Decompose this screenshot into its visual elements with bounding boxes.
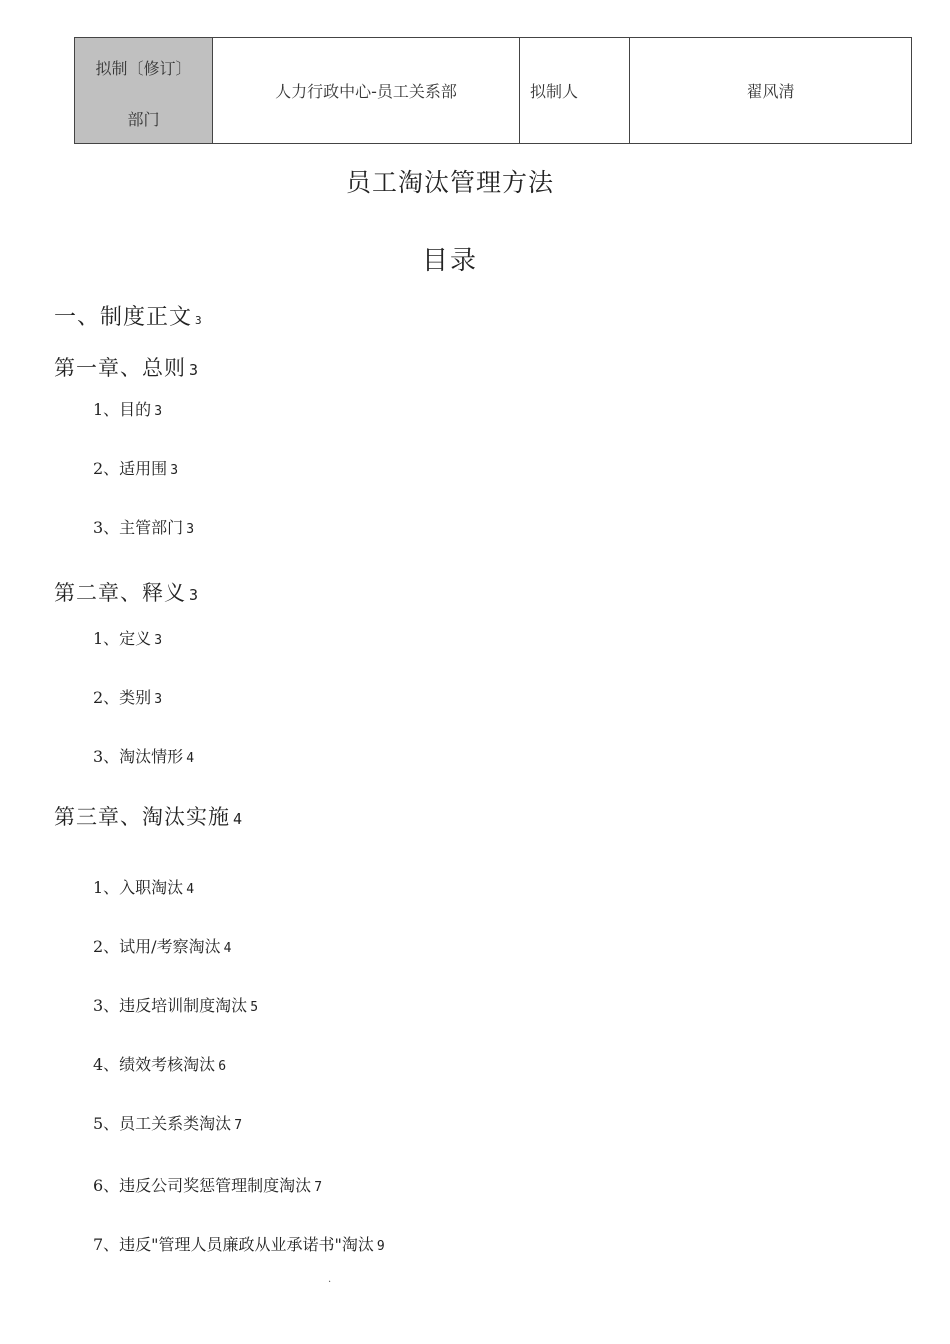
document-header-table [74, 37, 912, 144]
toc-entry-label: 3、违反培训制度淘汰 [93, 996, 248, 1015]
toc-entry-ch1-item1[interactable] [93, 397, 162, 420]
toc-entry-ch3-item5[interactable] [93, 1111, 242, 1134]
toc-entry-ch2-item1[interactable] [93, 626, 162, 649]
toc-entry-ch2-item3[interactable] [93, 744, 194, 767]
toc-entry-page: 4 [233, 810, 244, 828]
toc-entry-ch1-item2[interactable] [93, 456, 178, 479]
toc-entry-label: 1、定义 [93, 629, 152, 648]
toc-entry-ch1-item3[interactable] [93, 515, 194, 538]
toc-entry-page: 3 [154, 633, 163, 648]
toc-entry-chapter1[interactable] [54, 352, 199, 382]
toc-entry-label: 6、违反公司奖惩管理制度淘汰 [93, 1176, 312, 1195]
toc-entry-ch3-item3[interactable] [93, 993, 258, 1016]
toc-entry-section1[interactable] [54, 300, 203, 331]
document-title: 员工淘汰管理方法 [345, 168, 554, 197]
toc-entry-ch3-item1[interactable] [93, 875, 194, 898]
toc-entry-page: 9 [376, 1239, 385, 1254]
toc-entry-page: 3 [154, 692, 163, 707]
toc-entry-page: 3 [189, 586, 200, 604]
toc-entry-page: 6 [218, 1059, 227, 1074]
dept-label-line1: 拟制〔修订〕 [95, 59, 192, 78]
toc-entry-page: 4 [186, 751, 195, 766]
toc-entry-label: 5、员工关系类淘汰 [93, 1114, 232, 1133]
dept-label-cell [75, 38, 213, 144]
toc-entry-label: 2、适用围 [93, 459, 168, 478]
toc-entry-label: 第三章、淘汰实施 [54, 805, 230, 829]
toc-entry-chapter3[interactable] [54, 801, 243, 831]
toc-entry-ch3-item6[interactable] [93, 1173, 322, 1196]
toc-entry-page: 3 [154, 404, 163, 419]
toc-entry-chapter2[interactable] [54, 577, 199, 607]
toc-entry-label: 7、违反"管理人员廉政从业承诺书"淘汰 [93, 1235, 374, 1254]
toc-entry-page: 4 [186, 882, 195, 897]
toc-entry-label: 3、主管部门 [93, 518, 184, 537]
author-value-cell: 翟风清 [630, 38, 912, 144]
toc-entry-page: 5 [250, 1000, 259, 1015]
toc-entry-page: 3 [170, 463, 179, 478]
toc-entry-label: 4、绩效考核淘汰 [93, 1055, 216, 1074]
dept-label-line2: 部门 [127, 110, 160, 129]
toc-entry-page: 3 [195, 314, 203, 327]
toc-title: 目录 [421, 246, 478, 276]
toc-entry-ch2-item2[interactable] [93, 685, 162, 708]
toc-entry-page: 4 [223, 941, 232, 956]
toc-entry-page: 3 [186, 522, 195, 537]
toc-entry-page: 7 [314, 1180, 323, 1195]
author-label-cell: 拟制人 [520, 38, 630, 144]
dept-value-cell: 人力行政中心-员工关系部 [213, 38, 520, 144]
toc-entry-label: 1、目的 [93, 400, 152, 419]
toc-entry-page: 7 [234, 1118, 243, 1133]
toc-entry-label: 2、试用/考察淘汰 [93, 937, 221, 956]
toc-entry-ch3-item7[interactable] [93, 1232, 385, 1255]
toc-entry-label: 3、淘汰情形 [93, 747, 184, 766]
toc-entry-label: 第一章、总则 [54, 356, 186, 380]
footer-mark: . [328, 1274, 332, 1285]
toc-entry-label: 1、入职淘汰 [93, 878, 184, 897]
toc-entry-label: 第二章、释义 [54, 581, 186, 605]
toc-entry-ch3-item4[interactable] [93, 1052, 226, 1075]
toc-entry-ch3-item2[interactable] [93, 934, 231, 957]
toc-entry-page: 3 [189, 361, 200, 379]
toc-entry-label: 一、制度正文 [54, 305, 193, 330]
toc-entry-label: 2、类别 [93, 688, 152, 707]
